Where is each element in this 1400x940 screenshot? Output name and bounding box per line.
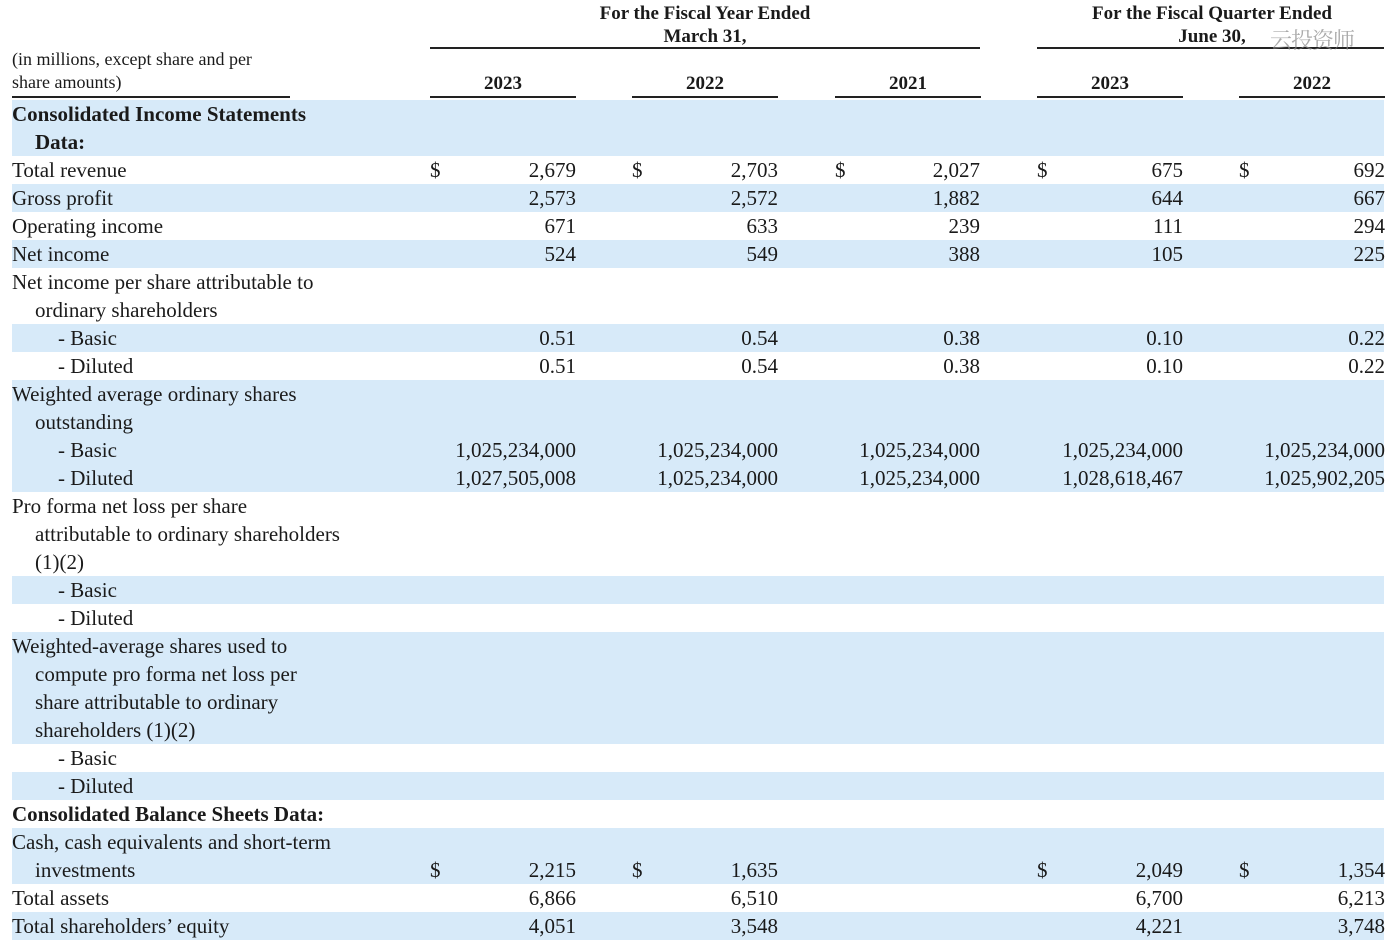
- value-cell: 1,025,234,000: [1062, 438, 1183, 462]
- value-cell: 1,025,234,000: [1264, 438, 1385, 462]
- value-cell: 0.10: [1146, 326, 1183, 350]
- value-cell: 0.38: [943, 354, 980, 378]
- row-label: Weighted average ordinary shares: [12, 382, 297, 406]
- value-cell: 294: [1353, 214, 1385, 238]
- row-label: ordinary shareholders: [35, 298, 218, 322]
- value-cell: 1,025,234,000: [657, 438, 778, 462]
- fiscal-year-header-line2: March 31,: [663, 26, 747, 47]
- currency-symbol: $: [430, 158, 441, 182]
- row-label: - Basic: [58, 438, 117, 462]
- value-cell: 2,572: [730, 186, 778, 210]
- row-label: - Basic: [58, 746, 117, 770]
- value-cell: 1,025,234,000: [859, 438, 980, 462]
- value-cell: 0.10: [1146, 354, 1183, 378]
- row-label: Cash, cash equivalents and short-term: [12, 830, 331, 854]
- fiscal-year-header-line1: For the Fiscal Year Ended: [599, 3, 811, 24]
- value-cell: 0.22: [1348, 354, 1385, 378]
- currency-symbol: $: [835, 158, 846, 182]
- value-cell: 1,882: [932, 186, 980, 210]
- value-cell: 1,025,234,000: [455, 438, 576, 462]
- value-cell: 2,215: [528, 858, 576, 882]
- year-header-fy2022: 2022: [686, 73, 724, 94]
- value-cell: 675: [1151, 158, 1183, 182]
- row-label: investments: [35, 858, 136, 882]
- value-cell: 6,700: [1135, 886, 1183, 910]
- value-cell: 1,354: [1337, 858, 1385, 882]
- year-header-fy2023: 2023: [484, 73, 522, 94]
- row-label: outstanding: [35, 410, 133, 434]
- value-cell: 2,679: [528, 158, 576, 182]
- table-row: [12, 576, 1384, 604]
- row-label: Total shareholders’ equity: [12, 914, 230, 938]
- row-label: - Basic: [58, 326, 117, 350]
- table-row: [12, 744, 1384, 772]
- value-cell: 388: [948, 242, 980, 266]
- row-label: Gross profit: [12, 186, 113, 210]
- row-label: Consolidated Balance Sheets Data:: [12, 802, 325, 826]
- row-label: Net income: [12, 242, 110, 266]
- row-label: Weighted-average shares used to: [12, 634, 288, 658]
- value-cell: 671: [544, 214, 576, 238]
- row-label: attributable to ordinary shareholders: [35, 522, 340, 546]
- value-cell: 3,748: [1337, 914, 1385, 938]
- row-label: share attributable to ordinary: [35, 690, 279, 714]
- row-label: compute pro forma net loss per: [35, 662, 297, 686]
- currency-symbol: $: [1239, 858, 1250, 882]
- value-cell: 0.51: [539, 354, 576, 378]
- value-cell: 1,028,618,467: [1062, 466, 1183, 490]
- row-label: - Diluted: [58, 774, 134, 798]
- value-cell: 667: [1353, 186, 1385, 210]
- year-header-fq2023: 2023: [1091, 73, 1129, 94]
- row-label: Consolidated Income Statements: [12, 102, 306, 126]
- year-header-fy2021: 2021: [889, 73, 927, 94]
- row-label: - Diluted: [58, 354, 134, 378]
- value-cell: 3,548: [730, 914, 778, 938]
- year-header-fq2022: 2022: [1293, 73, 1331, 94]
- value-cell: 111: [1153, 214, 1183, 238]
- value-cell: 0.22: [1348, 326, 1385, 350]
- row-label: Total assets: [12, 886, 110, 910]
- value-cell: 1,635: [730, 858, 778, 882]
- row-label: Operating income: [12, 214, 164, 238]
- row-label: - Diluted: [58, 606, 134, 630]
- value-cell: 1,025,234,000: [657, 466, 778, 490]
- value-cell: 633: [746, 214, 778, 238]
- value-cell: 1,025,234,000: [859, 466, 980, 490]
- value-cell: 6,510: [730, 886, 778, 910]
- watermark: 云投资师: [1270, 29, 1355, 54]
- currency-symbol: $: [430, 858, 441, 882]
- row-label: Total revenue: [12, 158, 127, 182]
- value-cell: 2,027: [932, 158, 980, 182]
- value-cell: 2,703: [730, 158, 778, 182]
- value-cell: 4,051: [528, 914, 576, 938]
- value-cell: 239: [948, 214, 980, 238]
- value-cell: 0.51: [539, 326, 576, 350]
- currency-symbol: $: [632, 858, 643, 882]
- value-cell: 105: [1151, 242, 1183, 266]
- value-cell: 6,213: [1337, 886, 1385, 910]
- value-cell: 524: [544, 242, 576, 266]
- row-label: - Basic: [58, 578, 117, 602]
- fiscal-quarter-header-line2: June 30,: [1178, 26, 1246, 47]
- value-cell: 2,573: [528, 186, 576, 210]
- value-cell: 0.54: [741, 326, 778, 350]
- table-row: [12, 772, 1384, 800]
- row-label: Net income per share attributable to: [12, 270, 314, 294]
- row-label: shareholders (1)(2): [35, 718, 196, 742]
- value-cell: 225: [1353, 242, 1385, 266]
- row-label: - Diluted: [58, 466, 134, 490]
- unit-note-line1: (in millions, except share and per: [12, 49, 252, 69]
- fiscal-quarter-header-line1: For the Fiscal Quarter Ended: [1092, 3, 1332, 24]
- value-cell: 6,866: [528, 886, 576, 910]
- row-label: Pro forma net loss per share: [12, 494, 248, 518]
- unit-note-line2: share amounts): [12, 72, 122, 92]
- table-row: [12, 604, 1384, 632]
- value-cell: 1,025,902,205: [1264, 466, 1385, 490]
- currency-symbol: $: [1239, 158, 1250, 182]
- value-cell: 2,049: [1135, 858, 1183, 882]
- value-cell: 1,027,505,008: [455, 466, 576, 490]
- currency-symbol: $: [1037, 158, 1048, 182]
- value-cell: 644: [1151, 186, 1183, 210]
- value-cell: 549: [746, 242, 778, 266]
- value-cell: 0.54: [741, 354, 778, 378]
- currency-symbol: $: [632, 158, 643, 182]
- currency-symbol: $: [1037, 858, 1048, 882]
- value-cell: 0.38: [943, 326, 980, 350]
- row-label: (1)(2): [35, 550, 84, 574]
- row-label: Data:: [35, 130, 86, 154]
- value-cell: 4,221: [1135, 914, 1183, 938]
- value-cell: 692: [1353, 158, 1385, 182]
